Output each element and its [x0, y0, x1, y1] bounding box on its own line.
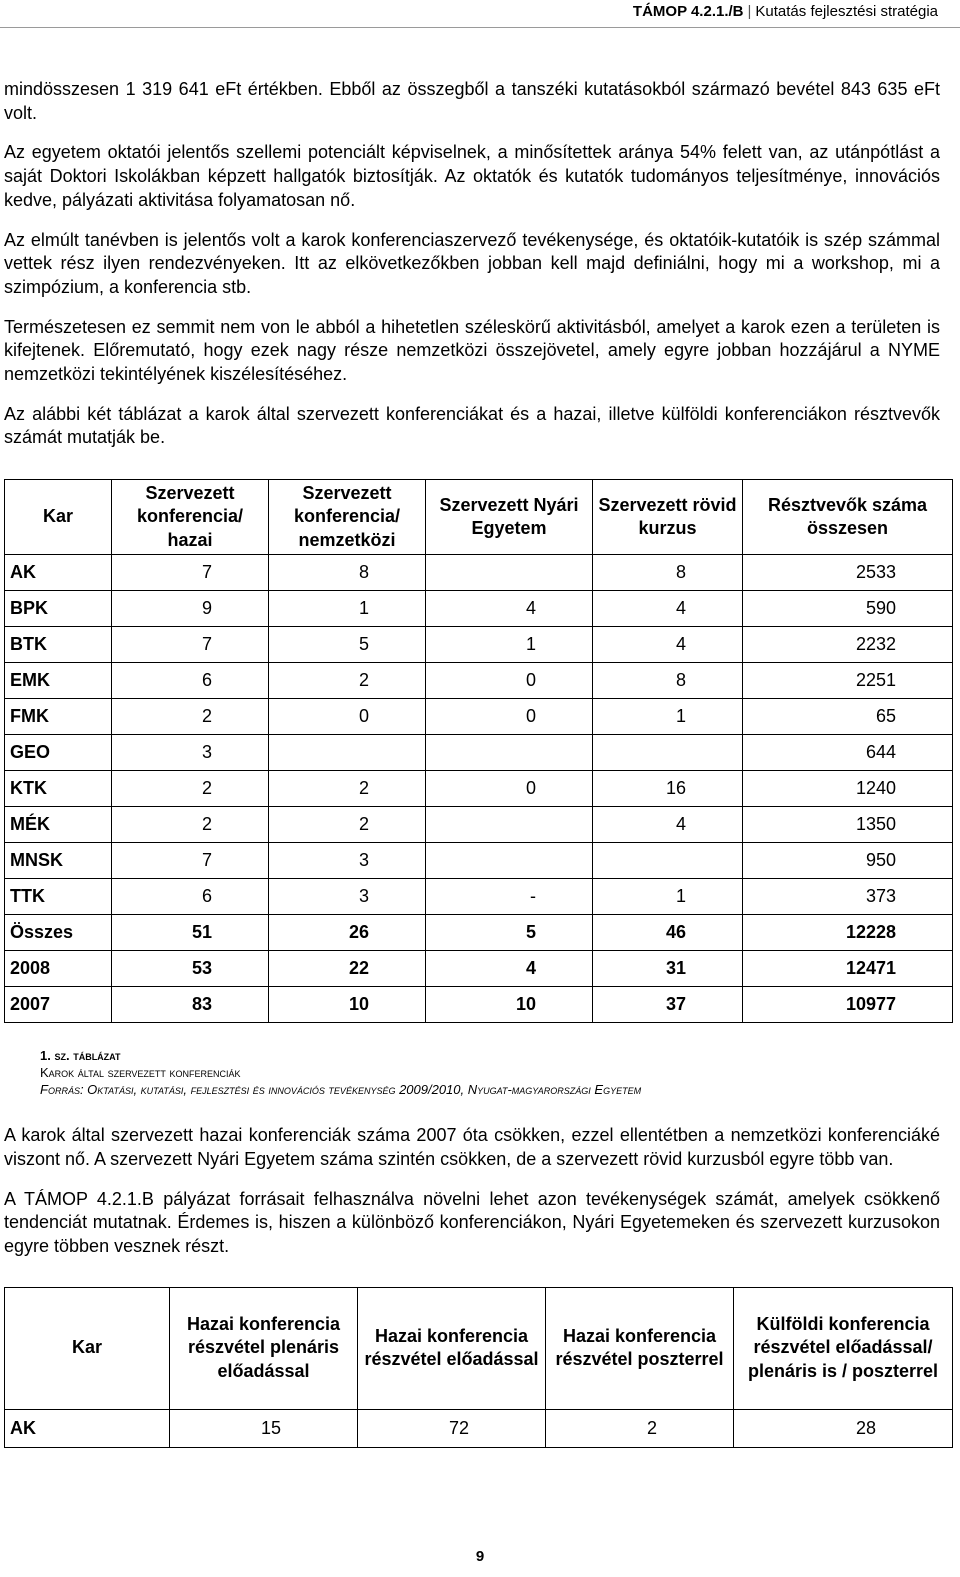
table-cell: 53 — [112, 951, 269, 987]
table-row — [5, 591, 953, 627]
row-label-cell: BPK — [5, 591, 112, 627]
table-row — [5, 627, 953, 663]
row-label-cell: AK — [5, 1409, 170, 1447]
table-cell: 1240 — [743, 771, 953, 807]
header-subtitle: Kutatás fejlesztési stratégia — [755, 3, 938, 20]
table-cell: 644 — [743, 735, 953, 771]
table-cell — [269, 735, 426, 771]
table-header-cell: Kar — [5, 1287, 170, 1409]
conference-table — [4, 479, 953, 1023]
participation-table — [4, 1287, 953, 1448]
table-cell: 2232 — [743, 627, 953, 663]
table-cell: 2 — [112, 771, 269, 807]
table-cell — [426, 555, 593, 591]
table-cell: 22 — [269, 951, 426, 987]
table-row — [5, 879, 953, 915]
table-header-cell: Szervezett konferencia/ nemzetközi — [269, 480, 426, 555]
table-cell: 65 — [743, 699, 953, 735]
table-cell: 1 — [269, 591, 426, 627]
conference-table-body — [5, 555, 953, 1023]
table-header-cell: Résztvevők száma összesen — [743, 480, 953, 555]
table-cell: 2 — [269, 807, 426, 843]
table-cell: 2 — [112, 807, 269, 843]
table-header-cell: Kar — [5, 480, 112, 555]
table-row — [5, 843, 953, 879]
table-cell: 0 — [426, 771, 593, 807]
table-cell: 15 — [170, 1409, 358, 1447]
table-cell: 7 — [112, 843, 269, 879]
row-label-cell: GEO — [5, 735, 112, 771]
table-cell: 1 — [593, 699, 743, 735]
row-label-cell: AK — [5, 555, 112, 591]
table-cell: 0 — [426, 699, 593, 735]
table-cell: 8 — [269, 555, 426, 591]
table-cell: 3 — [112, 735, 269, 771]
table-cell: 3 — [269, 843, 426, 879]
table-cell: 1 — [593, 879, 743, 915]
table-cell: 6 — [112, 663, 269, 699]
page-header — [633, 2, 938, 22]
table-cell: 9 — [112, 591, 269, 627]
table-cell: 7 — [112, 627, 269, 663]
table-cell: 8 — [593, 663, 743, 699]
table-header-cell: Hazai konferencia részvétel poszterrel — [546, 1287, 734, 1409]
table-cell: 4 — [593, 591, 743, 627]
paragraph: Az alábbi két táblázat a karok által szervezett konferenciákat és a hazai, illetve külföldi konferenciákon résztvevők számát mutatják be. — [4, 403, 940, 448]
caption-number: 1. — [40, 1048, 51, 1064]
paragraph: mindösszesen 1 319 641 eFt értékben. Ebből az összegből a tanszéki kutatásokból származó bevétel 843 635 eFt volt. — [4, 79, 940, 123]
table-cell: 10 — [269, 987, 426, 1023]
paragraph: Természetesen ez semmit nem von le abból a hihetetlen széleskörű aktivitásból, amelyet a karok ezen a területen is kifejtenek. Előremutató, hogy ezek nagy része nemzetközi összejövetel, amely egyre jobban hozzájárul a NYME nemzetközi tekintélyének kiszélesítéséhez. — [4, 316, 940, 385]
table-row — [5, 951, 953, 987]
table-cell: 4 — [426, 951, 593, 987]
table-header-cell: Szervezett Nyári Egyetem — [426, 480, 593, 555]
table-cell: 4 — [426, 591, 593, 627]
table-header-cell: Szervezett rövid kurzus — [593, 480, 743, 555]
table-cell: 3 — [269, 879, 426, 915]
table-cell: 28 — [734, 1409, 953, 1447]
table-cell: 37 — [593, 987, 743, 1023]
row-label-cell: FMK — [5, 699, 112, 735]
table-cell: 31 — [593, 951, 743, 987]
table-cell: 10977 — [743, 987, 953, 1023]
table-cell: 950 — [743, 843, 953, 879]
table-cell — [593, 735, 743, 771]
table-cell: 1 — [426, 627, 593, 663]
page-content — [4, 78, 940, 1448]
table-cell: 26 — [269, 915, 426, 951]
header-rule — [0, 27, 960, 28]
table-cell: 5 — [426, 915, 593, 951]
table-header-row — [5, 1287, 953, 1409]
table-header-cell: Hazai konferencia részvétel plenáris előadással — [170, 1287, 358, 1409]
table-cell: 10 — [426, 987, 593, 1023]
row-label-cell: Összes — [5, 915, 112, 951]
table-cell: 72 — [358, 1409, 546, 1447]
table-cell — [426, 843, 593, 879]
table-cell: 12228 — [743, 915, 953, 951]
table-cell — [426, 807, 593, 843]
table-cell: - — [426, 879, 593, 915]
table-header-row — [5, 480, 953, 555]
table-cell: 2 — [269, 663, 426, 699]
table-cell: 2251 — [743, 663, 953, 699]
table-row — [5, 735, 953, 771]
paragraph: A TÁMOP 4.2.1.B pályázat forrásait felhasználva növelni lehet azon tevékenységek számát, amelyek csökkenő tendenciát mutatnak. Érdemes is, hiszen a különböző konferenciákon, Nyári Egyetemeken és szervezett kurzusokon egyre többen vesznek részt. — [4, 1188, 940, 1256]
table-cell: 590 — [743, 591, 953, 627]
caption-source: Forrás: Oktatási, kutatási, fejlesztési és innovációs tevékenység 2009/2010, Nyugat-magyarországi Egyetem — [40, 1082, 642, 1098]
row-label-cell: MNSK — [5, 843, 112, 879]
table-cell: 16 — [593, 771, 743, 807]
row-label-cell: EMK — [5, 663, 112, 699]
caption-title: Karok által szervezett konferenciák — [40, 1065, 241, 1081]
table-cell: 4 — [593, 807, 743, 843]
table-row — [5, 915, 953, 951]
paragraph: A karok által szervezett hazai konferenciák száma 2007 óta csökken, ezzel ellentétben a nemzetközi konferenciáké viszont nő. A szervezett Nyári Egyetem száma szintén csökken, de a szervezett rövid kurzusból egyre több van. — [4, 1125, 940, 1169]
row-label-cell: TTK — [5, 879, 112, 915]
table-cell: 6 — [112, 879, 269, 915]
paragraph: Az elmúlt tanévben is jelentős volt a karok konferenciaszervező tevékenysége, és oktatóik-kutatóik is szép számmal vettek rész ilyen rendezvényeken. Itt az elkövetkezőkben jobban kell majd definiálni, hogy mi a workshop, mi a szimpózium, a konferencia stb. — [4, 229, 940, 297]
table-cell: 0 — [269, 699, 426, 735]
table-row — [5, 699, 953, 735]
table-cell: 0 — [426, 663, 593, 699]
table-cell: 51 — [112, 915, 269, 951]
table-cell: 2 — [269, 771, 426, 807]
table-cell: 2533 — [743, 555, 953, 591]
row-label-cell: 2008 — [5, 951, 112, 987]
table-header-cell: Hazai konferencia részvétel előadással — [358, 1287, 546, 1409]
table-cell: 83 — [112, 987, 269, 1023]
table-row — [5, 663, 953, 699]
table-header-cell: Szervezett konferencia/ hazai — [112, 480, 269, 555]
caption-label: sz. táblázat — [54, 1048, 121, 1064]
table-cell: 4 — [593, 627, 743, 663]
table-caption — [40, 1047, 940, 1098]
table-cell: 8 — [593, 555, 743, 591]
table-cell: 5 — [269, 627, 426, 663]
table-cell — [426, 735, 593, 771]
table-row — [5, 1409, 953, 1447]
participation-table-body — [5, 1409, 953, 1447]
table-cell: 373 — [743, 879, 953, 915]
row-label-cell: MÉK — [5, 807, 112, 843]
table-cell: 1350 — [743, 807, 953, 843]
table-cell: 12471 — [743, 951, 953, 987]
row-label-cell: KTK — [5, 771, 112, 807]
row-label-cell: 2007 — [5, 987, 112, 1023]
paragraph: Az egyetem oktatói jelentős szellemi potenciált képviselnek, a minősítettek aránya 54% felett van, az utánpótlást a saját Doktori Iskolákban képzett hallgatók biztosítják. Az oktatók és kutatók tudományos teljesítménye, innovációs kedve, pályázati aktivitása folyamatosan nő. — [4, 142, 940, 210]
header-project: TÁMOP 4.2.1./B — [632, 3, 744, 20]
table-row — [5, 987, 953, 1023]
header-separator: | — [747, 3, 752, 20]
table-cell: 2 — [112, 699, 269, 735]
table-cell: 7 — [112, 555, 269, 591]
table-cell — [593, 843, 743, 879]
table-header-cell: Külföldi konferencia részvétel előadással/ plenáris is / poszterrel — [734, 1287, 953, 1409]
table-row — [5, 771, 953, 807]
page-number: 9 — [475, 1548, 485, 1565]
table-cell: 2 — [546, 1409, 734, 1447]
table-row — [5, 555, 953, 591]
table-row — [5, 807, 953, 843]
row-label-cell: BTK — [5, 627, 112, 663]
table-cell: 46 — [593, 915, 743, 951]
